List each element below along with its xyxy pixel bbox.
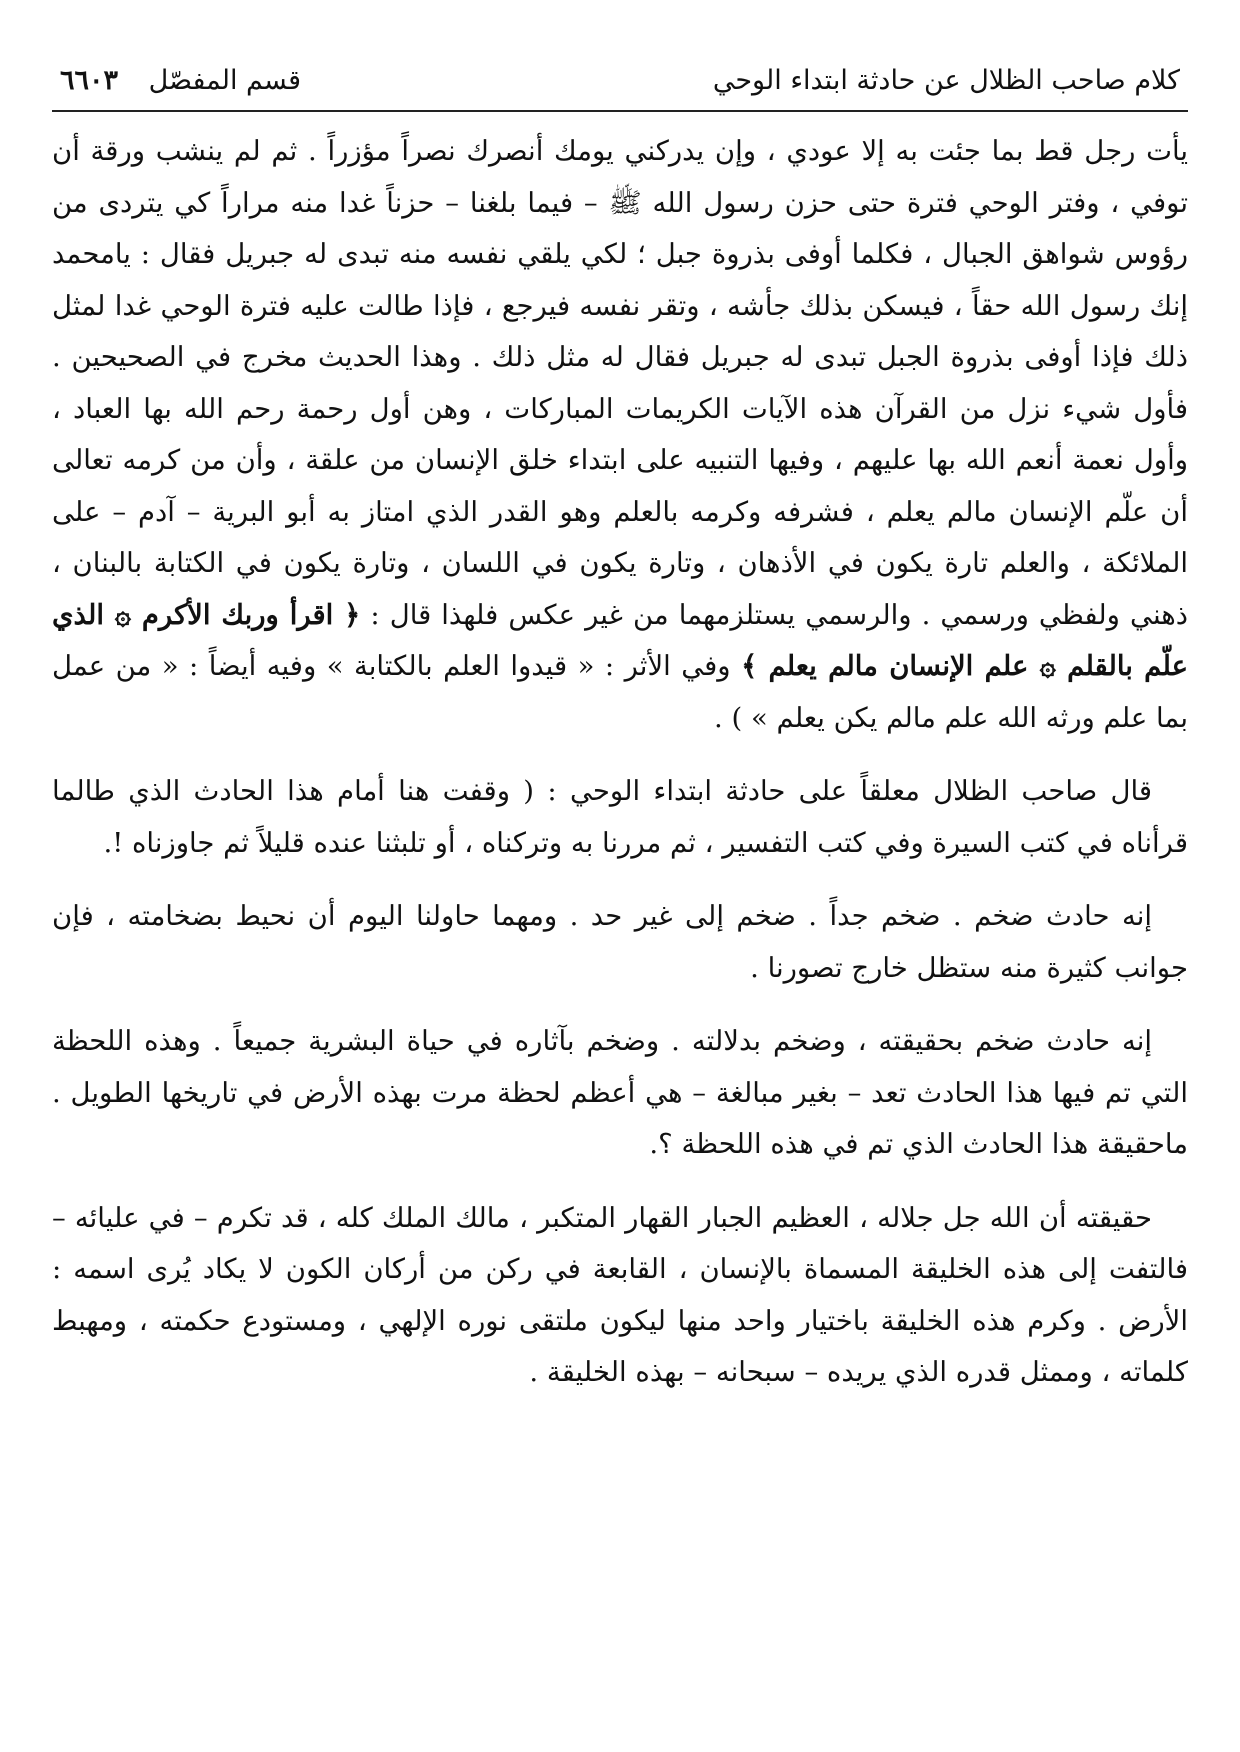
paragraph-3	[52, 891, 1188, 994]
header-section-name: قسم المفصّل	[148, 65, 302, 96]
document-page	[52, 52, 1188, 1712]
paragraph-4	[52, 1016, 1188, 1171]
paragraph-text: حقيقته أن الله جل جلاله ، العظيم الجبار القهار المتكبر ، مالك الملك كله ، قد تكرم – في عليائه – فالتفت إلى هذه الخليقة المسماة بالإنسان ، القابعة في ركن من أركان الكون لا يكاد يُرى اسمه : الأرض . وكرم هذه الخليقة باختيار واحد منها ليكون ملتقى نوره الإلهي ، ومستودع حكمته ، ومهبط كلماته ، وممثل قدره الذي يريده – سبحانه – بهذه الخليقة .	[52, 1201, 1188, 1388]
paragraph-text: إنه حادث ضخم . ضخم جداً . ضخم إلى غير حد . ومهما حاولنا اليوم أن نحيط بضخامته ، فإن جوانب كثيرة منه ستظل خارج تصورنا .	[52, 900, 1188, 984]
running-header	[52, 52, 1188, 112]
header-section-block	[60, 52, 301, 110]
paragraph-text: وفي الأثر : « قيدوا العلم بالكتابة » وفيه أيضاً : « من عمل بما علم ورثه الله علم مالم يكن يعلم » ) .	[52, 650, 1188, 734]
paragraph-1	[52, 126, 1188, 744]
paragraph-2	[52, 766, 1188, 869]
paragraph-5	[52, 1193, 1188, 1399]
paragraph-text: إنه حادث ضخم بحقيقته ، وضخم بدلالته . وضخم بآثاره في حياة البشرية جميعاً . وهذه اللحظة التي تم فيها هذا الحادث تعد – بغير مبالغة – هي أعظم لحظة مرت بهذه الأرض في تاريخها الطويل . ماحقيقة هذا الحادث الذي تم في هذه اللحظة ؟.	[52, 1025, 1188, 1160]
page-number: ٦٦٠٣	[60, 65, 119, 96]
quran-verse: ﴿ اقرأ وربك الأكرم ۞ الذي علّم بالقلم ۞ علم الإنسان مالم يعلم ﴾	[52, 598, 1188, 682]
paragraph-text: يأت رجل قط بما جئت به إلا عودي ، وإن يدركني يومك أنصرك نصراً مؤزراً . ثم لم ينشب ورقة أن توفي ، وفتر الوحي فترة حتى حزن رسول الله ﷺ – فيما بلغنا – حزناً غدا منه مراراً كي يتردى من رؤوس شواهق الجبال ، فكلما أوفى بذروة جبل ؛ لكي يلقي نفسه منه تبدى له جبريل فقال : يامحمد إنك رسول الله حقاً ، فيسكن بذلك جأشه ، وتقر نفسه فيرجع ، فإذا طالت عليه فترة الوحي غدا لمثل ذلك فإذا أوفى بذروة الجبل تبدى له جبريل فقال له مثل ذلك . وهذا الحديث مخرج في الصحيحين . فأول شيء نزل من القرآن هذه الآيات الكريمات المباركات ، وهن أول رحمة رحم الله بها العباد ، وأول نعمة أنعم الله بها عليهم ، وفيها التنبيه على ابتداء خلق الإنسان من علقة ، وأن من كرمه تعالى أن علّم الإنسان مالم يعلم ، فشرفه وكرمه بالعلم وهو القدر الذي امتاز به أبو البرية – آدم – على الملائكة ، والعلم تارة يكون في الأذهان ، وتارة يكون في اللسان ، وتارة يكون في الكتابة بالبنان ، ذهني ولفظي ورسمي . والرسمي يستلزمهما من غير عكس فلهذا قال :	[52, 135, 1188, 631]
paragraph-text: قال صاحب الظلال معلقاً على حادثة ابتداء الوحي : ( وقفت هنا أمام هذا الحادث الذي طالما قرأناه في كتب السيرة وفي كتب التفسير ، ثم مررنا به وتركناه ، أو تلبثنا عنده قليلاً ثم جاوزناه !.	[52, 775, 1188, 859]
header-title: كلام صاحب الظلال عن حادثة ابتداء الوحي	[712, 65, 1180, 96]
body-text	[52, 126, 1188, 1399]
